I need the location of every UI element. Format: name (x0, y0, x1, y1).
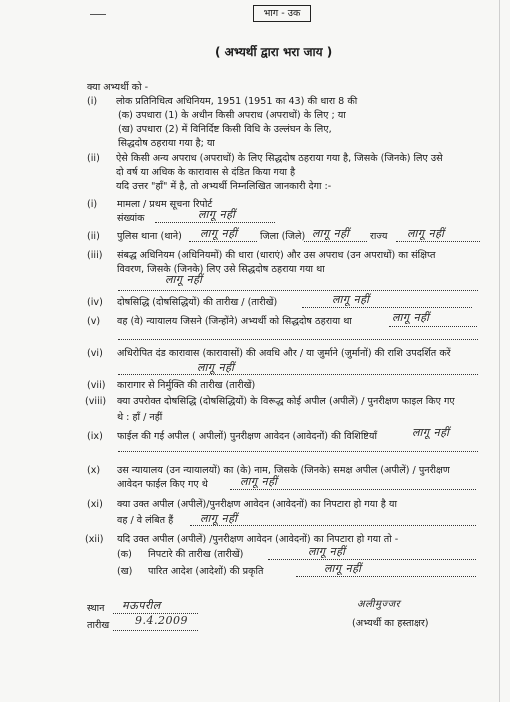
answer-line (118, 374, 478, 375)
answer-line (389, 326, 477, 327)
item-line: ऐसे किसी अन्य अपराध (अपराधों) के लिए सिद्धदोष ठहराया गया है, जिसके (जिनके) लिए उसे (116, 153, 443, 164)
question-text: राज्य (370, 231, 388, 242)
question-number: (vi) (87, 348, 103, 359)
answer-line (118, 451, 478, 452)
handwritten-answer: लागू नहीं (312, 227, 350, 240)
question-number: (i) (87, 199, 98, 210)
question-number: (v) (87, 316, 101, 327)
place-label: स्थान (87, 603, 105, 614)
question-text: वह / वे लंबित हैं (117, 515, 174, 526)
question-text: दोषसिद्धि (दोषसिद्धियों) की तारीख / (तारीखें) (117, 297, 278, 308)
part-label: भाग - उक (253, 5, 311, 22)
question-number: (ii) (87, 231, 100, 242)
answer-line (304, 241, 367, 242)
handwritten-answer: लागू नहीं (200, 512, 238, 525)
question-text: अधिरोपित दंड कारावास (कारावासों) की अवधि और / या जुर्माने (जुर्मानों) की राशि उपदर्शित करें (117, 348, 451, 359)
item-line: (ख) उपधारा (2) में विनिर्दिष्ट किसी विधि के उल्लंघन के लिए, (118, 124, 332, 135)
answer-line (118, 339, 478, 340)
question-text: क्या उपरोक्त दोषसिद्धि (दोषसिद्धियों) के विरूद्ध कोई अपील (अपीलें) / पुनरीक्षण फाइल किए गए (117, 396, 455, 407)
answer-line (113, 630, 198, 631)
question-number: (x) (87, 465, 101, 476)
question-number: (iii) (87, 250, 103, 261)
top-mark (90, 14, 106, 15)
question-text: कारागार से निर्मुक्ति की तारीख (तारीखें) (117, 380, 256, 391)
form-subtitle: ( अभ्यर्थी द्वारा भरा जाय ) (215, 45, 333, 59)
intro-text: क्या अभ्यर्थी को - (87, 82, 149, 93)
question-text: फाईल की गई अपील ( अपीलों) पुनरीक्षण आवेदन (आवेदनों) की विशिष्टियाँ (117, 431, 377, 442)
signature-label: (अभ्यर्थी का हस्ताक्षर) (352, 618, 429, 629)
answer-line (230, 489, 476, 490)
answer-line (118, 290, 478, 291)
question-number: (viii) (85, 396, 107, 407)
handwritten-answer: लागू नहीं (412, 426, 450, 439)
question-number: (क) (117, 549, 132, 560)
page-edge (499, 0, 500, 702)
handwritten-answer: लागू नहीं (407, 227, 445, 240)
item-line: दो वर्ष या अधिक के कारावास से दंडित किया गया है (116, 167, 296, 178)
question-number: (xi) (87, 499, 103, 510)
question-text: संख्यांक (117, 213, 145, 224)
question-text: विवरण, जिसके (जिनके) लिए उसे सिद्धदोष ठहराया गया था (117, 264, 325, 275)
item-line: यदि उत्तर "हाँ" में है, तो अभ्यर्थी निम्नलिखित जानकारी देगा :- (116, 181, 332, 192)
answer-line (189, 241, 257, 242)
question-text: यदि उक्त अपील (अपीलें) /पुनरीक्षण आवेदन (आवेदनों) का निपटारा हो गया तो - (117, 534, 399, 545)
handwritten-answer: लागू नहीं (165, 273, 203, 286)
question-text: उस न्यायालय (उन न्यायालयों) का (के) नाम, जिसके (जिनके) समक्ष अपील (अपीलें) / पुनरीक्षण (117, 465, 450, 476)
question-text: मामला / प्रथम सूचना रिपोर्ट (117, 199, 213, 210)
question-text: संबद्ध अधिनियम (अधिनियमों) की धारा (धाराएं) और उस अपराध (उन अपराधों) का संक्षिप्त (117, 250, 436, 261)
handwritten-answer: लागू नहीं (392, 311, 430, 324)
handwritten-signature: अलीमुज्जर (357, 599, 401, 610)
handwritten-answer: लागू नहीं (198, 208, 236, 221)
answer-line (302, 307, 472, 308)
handwritten-answer: लागू नहीं (197, 361, 235, 374)
handwritten-answer: लागू नहीं (308, 545, 346, 558)
handwritten-answer: लागू नहीं (324, 562, 362, 575)
question-text: आवेदन फाईल किए गए थे (117, 479, 208, 490)
item-line: सिद्धदोष ठहराया गया है; या (118, 138, 215, 149)
date-label: तारीख (87, 620, 110, 631)
question-text: निपटारे की तारीख (तारीखें) (148, 549, 244, 560)
answer-line (396, 241, 480, 242)
handwritten-answer: लागू नहीं (240, 475, 278, 488)
handwritten-answer: लागू नहीं (332, 293, 370, 306)
question-number: (ख) (117, 566, 133, 577)
question-number: (vii) (87, 380, 106, 391)
handwritten-answer: लागू नहीं (200, 227, 238, 240)
question-text: क्या उक्त अपील (अपीलें)/पुनरीक्षण आवेदन (आवेदनों) का निपटारा हो गया है या (117, 499, 397, 510)
item-line: (क) उपधारा (1) के अधीन किसी अपराध (अपराधों) के लिए ; या (118, 110, 346, 121)
question-number: (iv) (87, 297, 103, 308)
answer-line (268, 559, 476, 560)
question-text: पुलिस थाना (थाने) (117, 231, 182, 242)
question-text: पारित आदेश (आदेशों) की प्रकृति (148, 566, 264, 577)
answer-line (155, 222, 275, 223)
question-text: थे : हाँ / नहीं (117, 412, 163, 423)
question-text: वह (वे) न्यायालय जिसने (जिन्होंने) अभ्यर्थी को सिद्धदोष ठहराया था (117, 316, 352, 327)
item-line: लोक प्रतिनिधित्व अधिनियम, 1951 (1951 का 43) की धारा 8 की (116, 96, 358, 107)
question-number: (ix) (87, 431, 103, 442)
question-number: (xii) (85, 534, 104, 545)
question-text: जिला (जिले) (260, 231, 306, 242)
handwritten-date: 9.4.2009 (135, 614, 188, 627)
handwritten-place: मऊपरील (122, 599, 161, 612)
answer-line (296, 576, 476, 577)
item-number: (ii) (87, 153, 100, 164)
item-number: (i) (87, 96, 98, 107)
